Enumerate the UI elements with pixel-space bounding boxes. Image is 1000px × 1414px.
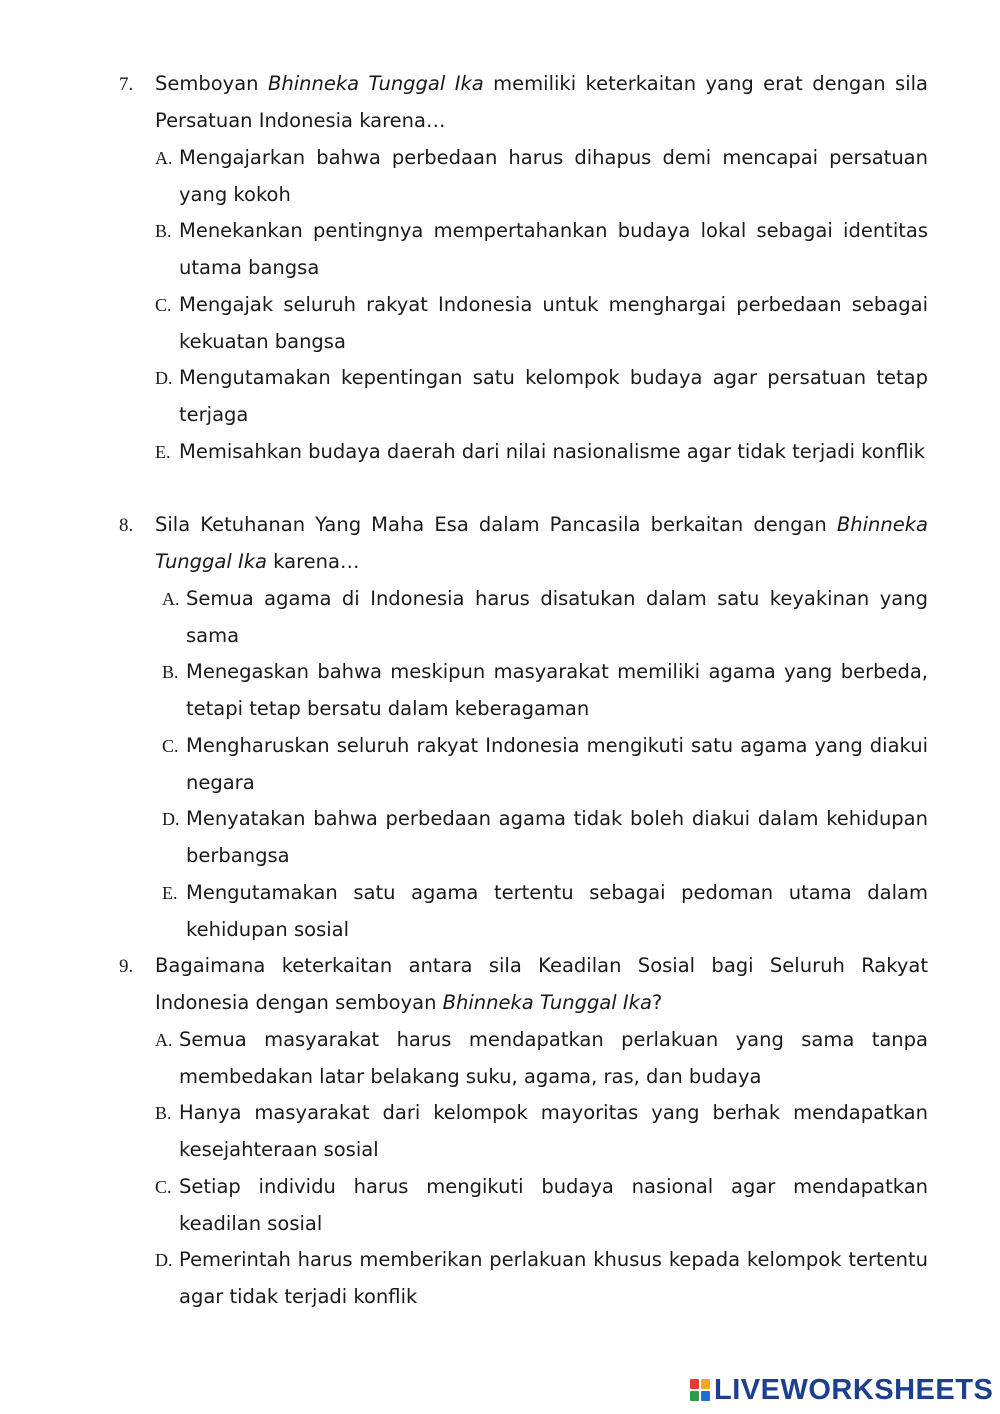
option-text: Mengutamakan kepentingan satu kelompok budaya agar persatuan tetap terjaga [179,366,928,426]
question-prompt [155,507,928,581]
option-letter: E. [162,883,178,903]
option-letter: C. [155,1177,172,1197]
logo-mark-cell [701,1391,710,1401]
option-text: Semua masyarakat harus mendapatkan perlakuan yang sama tanpa membedakan latar belakang suku, agama, ras, dan budaya [179,1028,928,1088]
option-letter: A. [155,148,173,168]
option-text: Mengajak seluruh rakyat Indonesia untuk menghargai perbedaan sebagai kekuatan bangsa [179,293,928,353]
prompt-italic-segment: Bhinneka Tunggal Ika [267,72,484,95]
prompt-segment: Semboyan [155,72,268,95]
option-letter: C. [162,736,179,756]
option-text: Menegaskan bahwa meskipun masyarakat memiliki agama yang berbeda, tetapi tetap bersatu dalam keberagaman [186,660,928,720]
option-letter: D. [162,809,180,829]
option-text: Semua agama di Indonesia harus disatukan dalam satu keyakinan yang sama [186,587,928,647]
prompt-segment: karena… [266,549,360,573]
question-prompt [155,948,928,1022]
prompt-italic-segment: Bhinneka Tunggal Ika [442,990,652,1014]
option-text: Setiap individu harus mengikuti budaya nasional agar mendapatkan keadilan sosial [179,1175,928,1235]
option-text: Mengajarkan bahwa perbedaan harus dihapus demi mencapai persatuan yang kokoh [179,146,928,206]
option-letter: B. [155,1103,172,1123]
option-letter: E. [155,442,171,462]
logo-mark-cell [690,1391,699,1401]
option-letter: B. [155,221,172,241]
prompt-segment: Sila Ketuhanan Yang Maha Esa dalam Pancasila berkaitan dengan [155,513,837,536]
option-text: Mengutamakan satu agama tertentu sebagai pedoman utama dalam kehidupan sosial [186,881,928,941]
question-prompt [155,66,928,140]
option-letter: A. [162,589,180,609]
question-number: 8. [119,515,134,536]
option-text: Menekankan pentingnya mempertahankan budaya lokal sebagai identitas utama bangsa [179,219,928,279]
liveworksheets-logo [690,1372,993,1408]
option-letter: A. [155,1030,173,1050]
option-letter: C. [155,295,172,315]
prompt-segment: ? [651,990,663,1014]
option-letter: D. [155,368,173,388]
option-text: Mengharuskan seluruh rakyat Indonesia mengikuti satu agama yang diakui negara [186,734,928,794]
option-text: Menyatakan bahwa perbedaan agama tidak boleh diakui dalam kehidupan berbangsa [186,807,928,867]
question-number: 7. [119,74,134,95]
option-text: Memisahkan budaya daerah dari nilai nasionalisme agar tidak terjadi konflik [179,440,926,463]
option-text: Pemerintah harus memberikan perlakuan khusus kepada kelompok tertentu agar tidak terjadi konflik [179,1248,928,1308]
logo-mark-cell [690,1379,699,1389]
prompt-segment: Bagaimana keterkaitan antara sila Keadilan Sosial bagi Seluruh Rakyat Indonesia dengan semboyan [155,954,928,1014]
option-letter: D. [155,1250,173,1270]
option-letter: B. [162,662,179,682]
logo-mark-cell [701,1379,710,1389]
question-number: 9. [119,956,134,977]
option-text: Hanya masyarakat dari kelompok mayoritas yang berhak mendapatkan kesejahteraan sosial [179,1101,928,1161]
logo-text: LIVEWORKSHEETS [714,1373,994,1406]
logo-mark-icon [690,1379,710,1401]
prompt-italic-segment: Bhinneka Tunggal Ika [155,513,928,573]
prompt-segment: memiliki keterkaitan yang erat dengan sila Persatuan Indonesia karena… [155,72,928,132]
